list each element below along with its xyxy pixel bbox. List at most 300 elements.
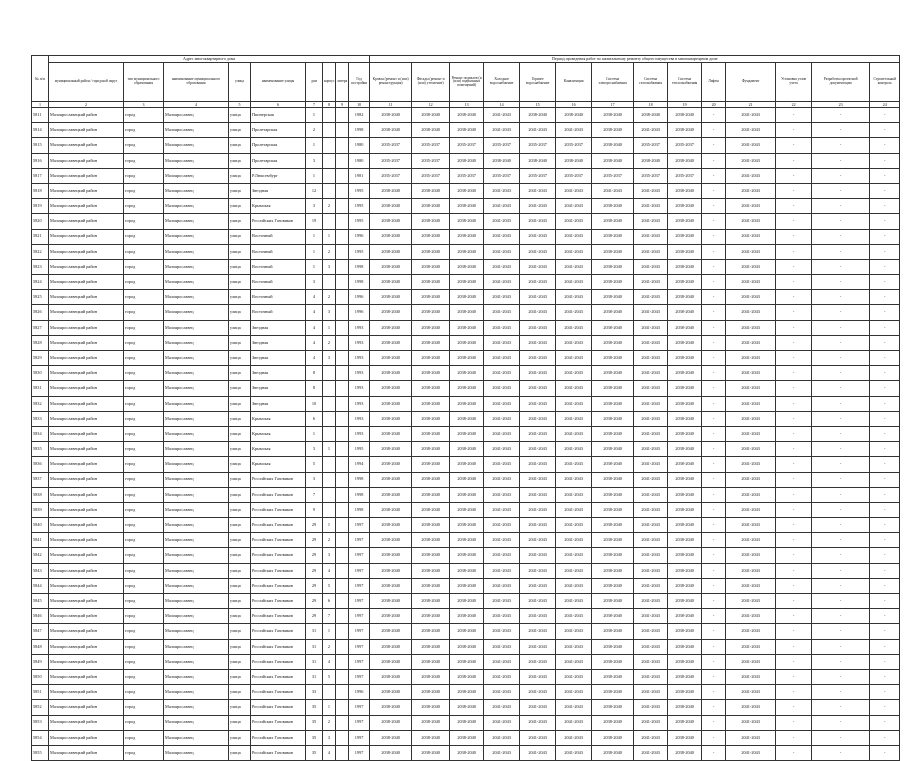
cell-type: город — [124, 578, 164, 593]
cell-el: 2038-2040 — [592, 259, 634, 274]
cell-hw: 2041-2043 — [520, 518, 556, 533]
cell-year: 1997 — [349, 730, 370, 745]
cell-cw: 2041-2043 — [484, 533, 520, 548]
table-row — [32, 305, 900, 320]
cell-doc: - — [812, 487, 870, 502]
col-number: 21 — [726, 102, 776, 108]
cell-mo: Малоярославец — [164, 533, 229, 548]
cell-fnd: 2041-2043 — [726, 351, 776, 366]
cell-year: 1993 — [349, 396, 370, 411]
cell-el: 2038-2040 — [592, 472, 634, 487]
cell-type: город — [124, 609, 164, 624]
col-number: 1 — [32, 102, 49, 108]
cell-san: 2041-2043 — [556, 396, 592, 411]
cell-dist: Малоярославецкий район — [49, 533, 124, 548]
cell-lift: - — [702, 366, 726, 381]
cell-san: 2038-2040 — [556, 108, 592, 123]
col-header: № п/п — [32, 56, 49, 102]
cell-dist: Малоярославецкий район — [49, 153, 124, 168]
cell-lit — [336, 335, 349, 350]
cell-type: город — [124, 381, 164, 396]
table-row — [32, 518, 900, 533]
cell-meter: - — [776, 563, 812, 578]
cell-fnd: 2041-2043 — [726, 290, 776, 305]
cell-fnd: 2041-2043 — [726, 563, 776, 578]
cell-fac: 2035-2037 — [412, 168, 450, 183]
cell-dist: Малоярославецкий район — [49, 320, 124, 335]
cell-meter: - — [776, 305, 812, 320]
cell-fnd: 2041-2043 — [726, 305, 776, 320]
cell-dist: Малоярославецкий район — [49, 654, 124, 669]
cell-lift: - — [702, 669, 726, 684]
cell-heat: 2038-2040 — [668, 639, 702, 654]
cell-fac: 2035-2037 — [412, 138, 450, 153]
cell-year: 1997 — [349, 745, 370, 760]
cell-n: 5821 — [32, 229, 49, 244]
cell-heat: 2038-2040 — [668, 669, 702, 684]
cell-doc: - — [812, 214, 870, 229]
periods-group-header: Период проведения работ по капитальному ремонту общего имущества в многоквартирном доме — [370, 56, 900, 63]
cell-mo: Малоярославец — [164, 244, 229, 259]
cell-name: Восточный — [251, 259, 306, 274]
cell-dist: Малоярославецкий район — [49, 624, 124, 639]
cell-fac: 2038-2040 — [412, 502, 450, 517]
cell-heat: 2038-2040 — [668, 594, 702, 609]
cell-heat: 2038-2040 — [668, 502, 702, 517]
cell-year: 1996 — [349, 229, 370, 244]
cell-fac: 2038-2040 — [412, 624, 450, 639]
cell-house: 5 — [306, 457, 323, 472]
cell-house: 29 — [306, 563, 323, 578]
cell-heat: 2038-2040 — [668, 685, 702, 700]
cell-korp — [323, 426, 336, 441]
cell-type: город — [124, 229, 164, 244]
cell-gas: 2041-2043 — [634, 457, 668, 472]
cell-meter: - — [776, 669, 812, 684]
cell-fac: 2038-2040 — [412, 199, 450, 214]
cell-fac: 2038-2040 — [412, 639, 450, 654]
cell-name: Пролетарская — [251, 153, 306, 168]
cell-st: улица — [229, 472, 251, 487]
cell-san: 2041-2043 — [556, 290, 592, 305]
cell-bas: 2038-2040 — [450, 153, 484, 168]
cell-ctrl: - — [870, 138, 900, 153]
cell-st: улица — [229, 518, 251, 533]
cell-st: улица — [229, 533, 251, 548]
cell-name: Крымская — [251, 442, 306, 457]
cell-mo: Малоярославец — [164, 442, 229, 457]
cell-hw: 2041-2043 — [520, 533, 556, 548]
cell-name: Российских Газовиков — [251, 472, 306, 487]
cell-fac: 2038-2040 — [412, 396, 450, 411]
cell-san: 2041-2043 — [556, 183, 592, 198]
cell-doc: - — [812, 108, 870, 123]
cell-cw: 2041-2043 — [484, 335, 520, 350]
cell-san: 2041-2043 — [556, 685, 592, 700]
table-row — [32, 426, 900, 441]
cell-house: 29 — [306, 609, 323, 624]
cell-ctrl: - — [870, 426, 900, 441]
cell-name: Восточный — [251, 305, 306, 320]
cell-fnd: 2041-2043 — [726, 639, 776, 654]
cell-meter: - — [776, 381, 812, 396]
cell-lit — [336, 244, 349, 259]
cell-heat: 2038-2040 — [668, 745, 702, 760]
cell-bas: 2038-2040 — [450, 259, 484, 274]
cell-n: 5834 — [32, 426, 49, 441]
cell-dist: Малоярославецкий район — [49, 442, 124, 457]
cell-bas: 2038-2040 — [450, 214, 484, 229]
cell-hw: 2041-2043 — [520, 639, 556, 654]
cell-dist: Малоярославецкий район — [49, 563, 124, 578]
cell-meter: - — [776, 153, 812, 168]
cell-mo: Малоярославец — [164, 426, 229, 441]
cell-n: 5846 — [32, 609, 49, 624]
cell-fnd: 2041-2043 — [726, 730, 776, 745]
cell-meter: - — [776, 745, 812, 760]
cell-doc: - — [812, 700, 870, 715]
cell-lift: - — [702, 305, 726, 320]
cell-cw: 2041-2043 — [484, 578, 520, 593]
cell-st: улица — [229, 396, 251, 411]
cell-dist: Малоярославецкий район — [49, 335, 124, 350]
cell-st: улица — [229, 669, 251, 684]
cell-lit — [336, 700, 349, 715]
cell-doc: - — [812, 715, 870, 730]
cell-house: 1 — [306, 259, 323, 274]
cell-lit — [336, 351, 349, 366]
cell-fac: 2038-2040 — [412, 275, 450, 290]
cell-roof: 2038-2040 — [370, 335, 412, 350]
cell-gas: 2041-2043 — [634, 335, 668, 350]
cell-bas: 2038-2040 — [450, 335, 484, 350]
cell-korp — [323, 502, 336, 517]
cell-n: 5840 — [32, 518, 49, 533]
cell-type: город — [124, 366, 164, 381]
cell-mo: Малоярославец — [164, 730, 229, 745]
table-row — [32, 487, 900, 502]
cell-meter: - — [776, 624, 812, 639]
cell-heat: 2038-2040 — [668, 411, 702, 426]
cell-mo: Малоярославец — [164, 168, 229, 183]
cell-heat: 2038-2040 — [668, 518, 702, 533]
cell-cw: 2041-2043 — [484, 639, 520, 654]
cell-mo: Малоярославец — [164, 320, 229, 335]
cell-korp — [323, 108, 336, 123]
cell-dist: Малоярославецкий район — [49, 259, 124, 274]
col-header: Год постройки — [349, 63, 370, 102]
cell-cw: 2041-2043 — [484, 320, 520, 335]
cell-name: Российских Газовиков — [251, 715, 306, 730]
cell-roof: 2038-2040 — [370, 457, 412, 472]
cell-fac: 2038-2040 — [412, 533, 450, 548]
cell-year: 1997 — [349, 609, 370, 624]
cell-ctrl: - — [870, 715, 900, 730]
cell-doc: - — [812, 229, 870, 244]
cell-roof: 2038-2040 — [370, 290, 412, 305]
table-row — [32, 442, 900, 457]
cell-doc: - — [812, 609, 870, 624]
cell-gas: 2041-2043 — [634, 411, 668, 426]
col-number: 3 — [124, 102, 164, 108]
cell-house: 4 — [306, 305, 323, 320]
cell-house: 35 — [306, 745, 323, 760]
cell-hw: 2041-2043 — [520, 700, 556, 715]
cell-st: улица — [229, 457, 251, 472]
cell-mo: Малоярославец — [164, 366, 229, 381]
cell-fac: 2038-2040 — [412, 609, 450, 624]
cell-bas: 2038-2040 — [450, 320, 484, 335]
cell-dist: Малоярославецкий район — [49, 639, 124, 654]
cell-hw: 2041-2043 — [520, 442, 556, 457]
cell-el: 2038-2040 — [592, 214, 634, 229]
cell-fac: 2038-2040 — [412, 305, 450, 320]
cell-house: 2 — [306, 123, 323, 138]
cell-house: 7 — [306, 487, 323, 502]
cell-n: 5827 — [32, 320, 49, 335]
table-row — [32, 153, 900, 168]
cell-st: улица — [229, 244, 251, 259]
cell-type: город — [124, 138, 164, 153]
cell-lit — [336, 366, 349, 381]
cell-cw: 2041-2043 — [484, 654, 520, 669]
cell-meter: - — [776, 578, 812, 593]
cell-roof: 2038-2040 — [370, 502, 412, 517]
cell-house: 31 — [306, 639, 323, 654]
cell-ctrl: - — [870, 685, 900, 700]
cell-fac: 2038-2040 — [412, 548, 450, 563]
cell-hw: 2041-2043 — [520, 275, 556, 290]
cell-doc: - — [812, 548, 870, 563]
cell-n: 5842 — [32, 548, 49, 563]
cell-gas: 2041-2043 — [634, 259, 668, 274]
cell-gas: 2041-2043 — [634, 578, 668, 593]
cell-fnd: 2041-2043 — [726, 138, 776, 153]
cell-gas: 2041-2043 — [634, 442, 668, 457]
cell-type: город — [124, 685, 164, 700]
cell-san: 2041-2043 — [556, 472, 592, 487]
cell-bas: 2038-2040 — [450, 578, 484, 593]
cell-korp: 2 — [323, 290, 336, 305]
table-row — [32, 639, 900, 654]
cell-fnd: 2041-2043 — [726, 624, 776, 639]
cell-fac: 2038-2040 — [412, 654, 450, 669]
cell-lit — [336, 320, 349, 335]
cell-n: 5851 — [32, 685, 49, 700]
cell-san: 2041-2043 — [556, 745, 592, 760]
cell-korp — [323, 457, 336, 472]
cell-gas: 2041-2043 — [634, 518, 668, 533]
cell-ctrl: - — [870, 275, 900, 290]
cell-lift: - — [702, 578, 726, 593]
cell-lit — [336, 275, 349, 290]
cell-roof: 2038-2040 — [370, 229, 412, 244]
cell-type: город — [124, 700, 164, 715]
cell-cw: 2041-2043 — [484, 715, 520, 730]
cell-house: 6 — [306, 411, 323, 426]
cell-meter: - — [776, 472, 812, 487]
col-header: дом — [306, 63, 323, 102]
cell-mo: Малоярославец — [164, 518, 229, 533]
cell-n: 5843 — [32, 563, 49, 578]
cell-type: город — [124, 548, 164, 563]
cell-korp: 3 — [323, 305, 336, 320]
cell-hw: 2041-2043 — [520, 685, 556, 700]
cell-cw: 2041-2043 — [484, 730, 520, 745]
cell-lit — [336, 153, 349, 168]
cell-meter: - — [776, 457, 812, 472]
cell-fnd: 2041-2043 — [726, 669, 776, 684]
cell-hw: 2041-2043 — [520, 366, 556, 381]
cell-house: 3 — [306, 472, 323, 487]
cell-san: 2041-2043 — [556, 275, 592, 290]
table-row — [32, 700, 900, 715]
cell-bas: 2038-2040 — [450, 502, 484, 517]
cell-house: 1 — [306, 138, 323, 153]
cell-lift: - — [702, 487, 726, 502]
cell-name: Российских Газовиков — [251, 518, 306, 533]
table-row — [32, 108, 900, 123]
cell-lift: - — [702, 351, 726, 366]
cell-mo: Малоярославец — [164, 502, 229, 517]
cell-el: 2038-2040 — [592, 502, 634, 517]
table-row — [32, 168, 900, 183]
cell-name: Крымская — [251, 199, 306, 214]
cell-fac: 2038-2040 — [412, 183, 450, 198]
cell-ctrl: - — [870, 700, 900, 715]
cell-doc: - — [812, 472, 870, 487]
cell-cw: 2041-2043 — [484, 426, 520, 441]
cell-korp: 1 — [323, 442, 336, 457]
cell-st: улица — [229, 609, 251, 624]
cell-gas: 2041-2043 — [634, 229, 668, 244]
cell-gas: 2041-2043 — [634, 639, 668, 654]
cell-bas: 2038-2040 — [450, 351, 484, 366]
table-row — [32, 396, 900, 411]
cell-heat: 2035-2037 — [668, 138, 702, 153]
cell-lift: - — [702, 381, 726, 396]
cell-n: 5848 — [32, 639, 49, 654]
cell-dist: Малоярославецкий район — [49, 244, 124, 259]
cell-fac: 2038-2040 — [412, 426, 450, 441]
cell-hw: 2041-2043 — [520, 745, 556, 760]
cell-year: 1997 — [349, 533, 370, 548]
cell-bas: 2038-2040 — [450, 275, 484, 290]
cell-meter: - — [776, 487, 812, 502]
col-number: 18 — [634, 102, 668, 108]
cell-ctrl: - — [870, 199, 900, 214]
cell-dist: Малоярославецкий район — [49, 700, 124, 715]
cell-hw: 2041-2043 — [520, 259, 556, 274]
cell-lit — [336, 123, 349, 138]
cell-n: 5847 — [32, 624, 49, 639]
cell-cw: 2041-2043 — [484, 214, 520, 229]
cell-fac: 2038-2040 — [412, 700, 450, 715]
cell-lit — [336, 442, 349, 457]
cell-el: 2038-2040 — [592, 199, 634, 214]
col-header: Горячее водоснабжение — [520, 63, 556, 102]
cell-el: 2038-2040 — [592, 138, 634, 153]
cell-meter: - — [776, 199, 812, 214]
col-header: Система газоснабжения — [634, 63, 668, 102]
cell-el: 2038-2040 — [592, 639, 634, 654]
cell-doc: - — [812, 138, 870, 153]
table-row — [32, 320, 900, 335]
cell-cw: 2041-2043 — [484, 609, 520, 624]
cell-lit — [336, 715, 349, 730]
cell-lift: - — [702, 426, 726, 441]
cell-heat: 2038-2040 — [668, 472, 702, 487]
col-header: Установка узлов учета — [776, 63, 812, 102]
cell-fnd: 2041-2043 — [726, 366, 776, 381]
cell-hw: 2041-2043 — [520, 426, 556, 441]
cell-bas: 2038-2040 — [450, 244, 484, 259]
cell-year: 1998 — [349, 123, 370, 138]
cell-el: 2038-2040 — [592, 123, 634, 138]
cell-heat: 2038-2040 — [668, 578, 702, 593]
table-row — [32, 411, 900, 426]
cell-type: город — [124, 715, 164, 730]
cell-el: 2038-2040 — [592, 351, 634, 366]
col-header: наименование улицы — [251, 63, 306, 102]
cell-meter: - — [776, 609, 812, 624]
cell-st: улица — [229, 639, 251, 654]
cell-meter: - — [776, 426, 812, 441]
cell-st: улица — [229, 366, 251, 381]
cell-mo: Малоярославец — [164, 123, 229, 138]
cell-lift: - — [702, 108, 726, 123]
cell-dist: Малоярославецкий район — [49, 669, 124, 684]
cell-roof: 2038-2040 — [370, 518, 412, 533]
cell-type: город — [124, 442, 164, 457]
cell-el: 2038-2040 — [592, 320, 634, 335]
cell-heat: 2038-2040 — [668, 396, 702, 411]
cell-fac: 2038-2040 — [412, 351, 450, 366]
cell-st: улица — [229, 108, 251, 123]
cell-san: 2041-2043 — [556, 578, 592, 593]
cell-year: 1995 — [349, 214, 370, 229]
cell-st: улица — [229, 700, 251, 715]
cell-ctrl: - — [870, 518, 900, 533]
cell-n: 5811 — [32, 108, 49, 123]
cell-type: город — [124, 396, 164, 411]
cell-year: 1993 — [349, 351, 370, 366]
cell-roof: 2038-2040 — [370, 563, 412, 578]
cell-doc: - — [812, 745, 870, 760]
cell-meter: - — [776, 594, 812, 609]
cell-mo: Малоярославец — [164, 335, 229, 350]
cell-lit — [336, 290, 349, 305]
cell-n: 5820 — [32, 214, 49, 229]
cell-gas: 2041-2043 — [634, 351, 668, 366]
cell-cw: 2041-2043 — [484, 366, 520, 381]
cell-ctrl: - — [870, 366, 900, 381]
cell-roof: 2038-2040 — [370, 472, 412, 487]
cell-year: 1994 — [349, 457, 370, 472]
cell-house: 31 — [306, 654, 323, 669]
cell-korp: 6 — [323, 594, 336, 609]
cell-dist: Малоярославецкий район — [49, 715, 124, 730]
cell-bas: 2038-2040 — [450, 563, 484, 578]
cell-el: 2038-2040 — [592, 654, 634, 669]
cell-type: город — [124, 153, 164, 168]
cell-mo: Малоярославец — [164, 457, 229, 472]
cell-korp — [323, 472, 336, 487]
cell-gas: 2041-2043 — [634, 745, 668, 760]
cell-n: 5830 — [32, 366, 49, 381]
cell-korp: 2 — [323, 199, 336, 214]
cell-roof: 2038-2040 — [370, 487, 412, 502]
